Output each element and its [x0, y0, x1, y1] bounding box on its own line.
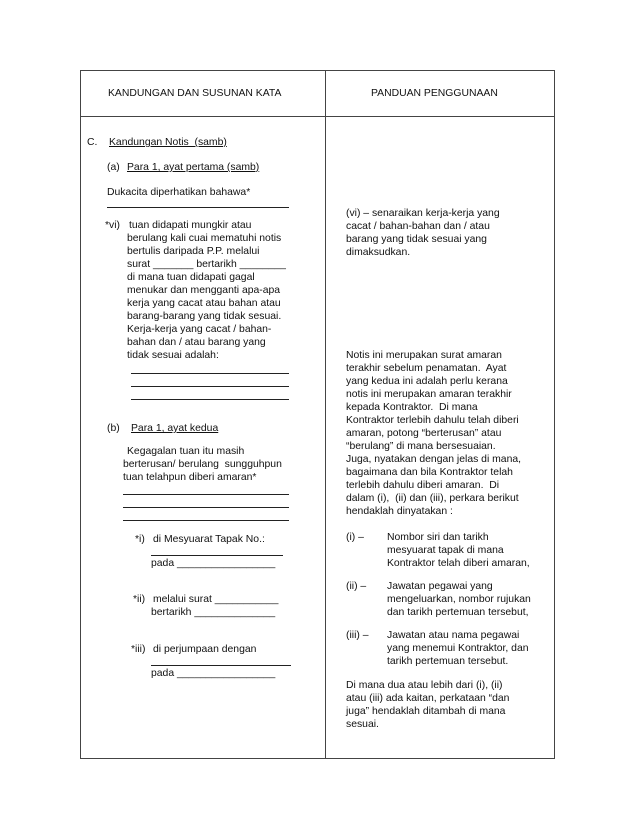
vi-line: tuan didapati mungkir atau [129, 220, 252, 231]
i-pada: pada _________________ [151, 558, 276, 569]
item-i-label: (i) – [346, 532, 364, 543]
blank-line [123, 494, 289, 495]
iii-text: di perjumpaan dengan [153, 644, 257, 655]
item-line: mesyuarat tapak di mana [387, 545, 504, 556]
note-line: atau (iii) ada kaitan, perkataan “dan [346, 693, 510, 704]
ii-text: melalui surat ___________ [153, 594, 279, 605]
note-line: “berulang” di mana bersesuaian. [346, 441, 496, 452]
document-table [80, 70, 555, 759]
i-text: di Mesyuarat Tapak No.: [153, 534, 265, 545]
section-letter: C. [87, 137, 98, 148]
note-line: dalam (i), (ii) dan (iii), perkara berikut [346, 493, 519, 504]
vi-line: kerja yang cacat atau bahan atau [127, 298, 281, 309]
item-line: dan tarikh pertemuan tersebut, [387, 607, 529, 618]
note-line: terlebih dahulu diberi amaran. Di [346, 480, 500, 491]
item-ii-label: (ii) – [346, 581, 367, 592]
note-line: bagaimana dan bila Kontraktor telah [346, 467, 513, 478]
note-line: barang yang tidak sesuai yang [346, 234, 487, 245]
note-line: dimaksudkan. [346, 247, 411, 258]
dukacita-line: Dukacita diperhatikan bahawa* [107, 187, 251, 198]
column-divider [325, 71, 326, 758]
blank-line [131, 386, 289, 387]
note-line: amaran, potong “berterusan” atau [346, 428, 502, 439]
ii-label: *ii) [133, 594, 146, 605]
iii-pada: pada _________________ [151, 668, 276, 679]
note-line: Juga, nyatakan dengan jelas di mana, [346, 454, 522, 465]
iii-label: *iii) [131, 644, 146, 655]
note-line: yang kedua ini adalah perlu kerana [346, 376, 508, 387]
vi-line: Kerja-kerja yang cacat / bahan- [127, 324, 272, 335]
blank-line [151, 555, 283, 556]
blank-line [131, 399, 289, 400]
para-a-label: (a) [107, 162, 120, 173]
note-line: Notis ini merupakan surat amaran [346, 350, 502, 361]
para-b-label: (b) [107, 423, 120, 434]
note-line: sesuai. [346, 719, 379, 730]
vi-line: menukar dan mengganti apa-apa [127, 285, 281, 296]
b-line: Kegagalan tuan itu masih [127, 446, 245, 457]
note-line: Kontraktor terlebih dahulu telah diberi [346, 415, 519, 426]
b-line: berterusan/ berulang sungguhpun [123, 459, 282, 470]
note-line: cacat / bahan-bahan dan / atau [346, 221, 490, 232]
item-line: Nombor siri dan tarikh [387, 532, 489, 543]
blank-line [107, 207, 289, 208]
vi-line: bertulis daripada P.P. melalui [127, 246, 260, 257]
note-line: (vi) – senaraikan kerja-kerja yang [346, 208, 500, 219]
header-left: KANDUNGAN DAN SUSUNAN KATA [108, 88, 282, 99]
blank-line [123, 520, 289, 521]
note-line: hendaklah dinyatakan : [346, 506, 453, 517]
b-line: tuan telahpun diberi amaran* [123, 472, 257, 483]
blank-line [131, 373, 289, 374]
item-line: Kontraktor telah diberi amaran, [387, 558, 530, 569]
note-line: kepada Kontraktor. Di mana [346, 402, 478, 413]
note-line: terakhir sebelum penamatan. Ayat [346, 363, 507, 374]
blank-line [151, 665, 291, 666]
vi-line: bahan dan / atau barang yang [127, 337, 266, 348]
blank-line [123, 507, 289, 508]
item-line: Jawatan atau nama pegawai [387, 630, 520, 641]
vi-line: di mana tuan didapati gagal [127, 272, 255, 283]
vi-line: surat _______ bertarikh ________ [127, 259, 286, 270]
note-line: notis ini merupakan amaran terakhir [346, 389, 512, 400]
note-line: Di mana dua atau lebih dari (i), (ii) [346, 680, 503, 691]
section-title: Kandungan Notis (samb) [109, 137, 227, 148]
header-right: PANDUAN PENGGUNAAN [371, 88, 498, 99]
item-iii-label: (iii) – [346, 630, 369, 641]
item-line: mengeluarkan, nombor rujukan [387, 594, 531, 605]
para-a-title: Para 1, ayat pertama (samb) [127, 162, 260, 173]
ii-bertarikh: bertarikh ______________ [151, 607, 276, 618]
i-label: *i) [135, 534, 145, 545]
vi-label: *vi) [105, 220, 121, 231]
item-line: Jawatan pegawai yang [387, 581, 493, 592]
vi-line: berulang kali cuai mematuhi notis [127, 233, 282, 244]
item-line: tarikh pertemuan tersebut. [387, 656, 509, 667]
header-divider [81, 116, 554, 117]
note-line: juga” hendaklah ditambah di mana [346, 706, 506, 717]
item-line: yang menemui Kontraktor, dan [387, 643, 529, 654]
vi-line: tidak sesuai adalah: [127, 350, 219, 361]
vi-line: barang-barang yang tidak sesuai. [127, 311, 282, 322]
para-b-title: Para 1, ayat kedua [131, 423, 219, 434]
